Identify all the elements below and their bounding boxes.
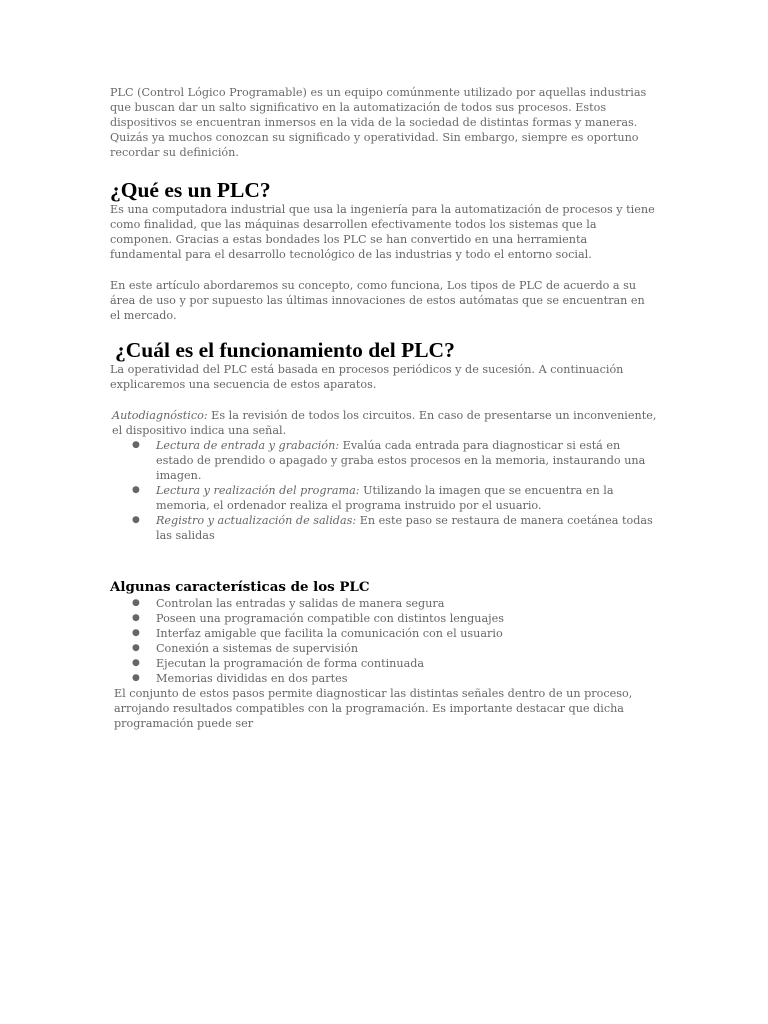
- document-page: [110, 85, 658, 731]
- list-item: [110, 641, 658, 656]
- list-item: [110, 626, 658, 641]
- characteristic-text: Memorias divididas en dos partes: [156, 672, 348, 685]
- step-text: Utilizando la imagen que se encuentra en la memoria, el ordenador realiza el programa instruido por el usuario.: [156, 484, 614, 512]
- list-item: [110, 596, 658, 611]
- list-item: [110, 671, 658, 686]
- article-scope-paragraph: En este artículo abordaremos su concepto, como funciona, Los tipos de PLC de acuerdo a su área de uso y por supuesto las últimas innovaciones de estos autómatas que se encuentran en el mercado.: [110, 279, 645, 322]
- step-term: Registro y actualización de salidas:: [156, 514, 357, 527]
- characteristic-text: Interfaz amigable que facilita la comunicación con el usuario: [156, 627, 503, 640]
- autodiagnostic-text: Es la revisión de todos los circuitos. En caso de presentarse un inconveniente, el dispositivo indica una señal.: [112, 409, 657, 437]
- characteristic-text: Ejecutan la programación de forma continuada: [156, 657, 425, 670]
- list-item: [110, 483, 658, 513]
- bullet-icon: ●: [132, 673, 140, 683]
- autodiagnostic-paragraph: [110, 408, 658, 438]
- step-text: En este paso se restaura de manera coetánea todas las salidas: [156, 514, 653, 542]
- list-item: [110, 611, 658, 626]
- bullet-icon: ●: [132, 628, 140, 638]
- step-text: Evalúa cada entrada para diagnosticar si está en estado de prendido o apagado y graba estos procesos en la memoria, instaurando una imagen.: [156, 439, 646, 482]
- heading-plc-characteristics: Algunas características de los PLC: [110, 579, 370, 595]
- characteristic-text: Poseen una programación compatible con distintos lenguajes: [156, 612, 504, 625]
- definition-paragraph: Es una computadora industrial que usa la ingeniería para la automatización de procesos y tiene como finalidad, que las máquinas desarrollen efectivamente todos los sistemas que la componen. Gracias a estas bondades los PLC se han convertido en una herramienta fundamental para el desarrollo tecnológico de las industrias y todo el entorno social.: [110, 203, 655, 261]
- step-term: Lectura y realización del programa:: [156, 484, 360, 497]
- characteristic-text: Controlan las entradas y salidas de manera segura: [156, 597, 445, 610]
- list-item: [110, 438, 658, 483]
- operation-steps-list: [110, 438, 658, 543]
- intro-paragraph: PLC (Control Lógico Programable) es un equipo comúnmente utilizado por aquellas industrias que buscan dar un salto significativo en la automatización de todos sus procesos. Estos dispositivos se encuentran inmersos en la vida de la sociedad de distintas formas y maneras. Quizás ya muchos conozcan su significado y operatividad. Sin embargo, siempre es oportuno recordar su definición.: [110, 86, 647, 159]
- bullet-icon: ●: [132, 613, 140, 623]
- closing-paragraph: El conjunto de estos pasos permite diagnosticar las distintas señales dentro de un proceso, arrojando resultados compatibles con la programación. Es importante destacar que dicha programación puede ser: [114, 687, 633, 730]
- heading-what-is-plc: ¿Qué es un PLC?: [110, 178, 271, 202]
- operation-paragraph: La operatividad del PLC está basada en procesos periódicos y de sucesión. A continuación explicaremos una secuencia de estos aparatos.: [110, 363, 624, 391]
- bullet-icon: ●: [132, 440, 140, 450]
- bullet-icon: ●: [132, 658, 140, 668]
- characteristics-list: [110, 596, 658, 686]
- heading-how-plc-works: ¿Cuál es el funcionamiento del PLC?: [115, 338, 455, 362]
- bullet-icon: ●: [132, 515, 140, 525]
- characteristic-text: Conexión a sistemas de supervisión: [156, 642, 359, 655]
- list-item: [110, 513, 658, 543]
- autodiagnostic-term: Autodiagnóstico:: [112, 409, 208, 422]
- step-term: Lectura de entrada y grabación:: [156, 439, 340, 452]
- bullet-icon: ●: [132, 598, 140, 608]
- bullet-icon: ●: [132, 643, 140, 653]
- list-item: [110, 656, 658, 671]
- bullet-icon: ●: [132, 485, 140, 495]
